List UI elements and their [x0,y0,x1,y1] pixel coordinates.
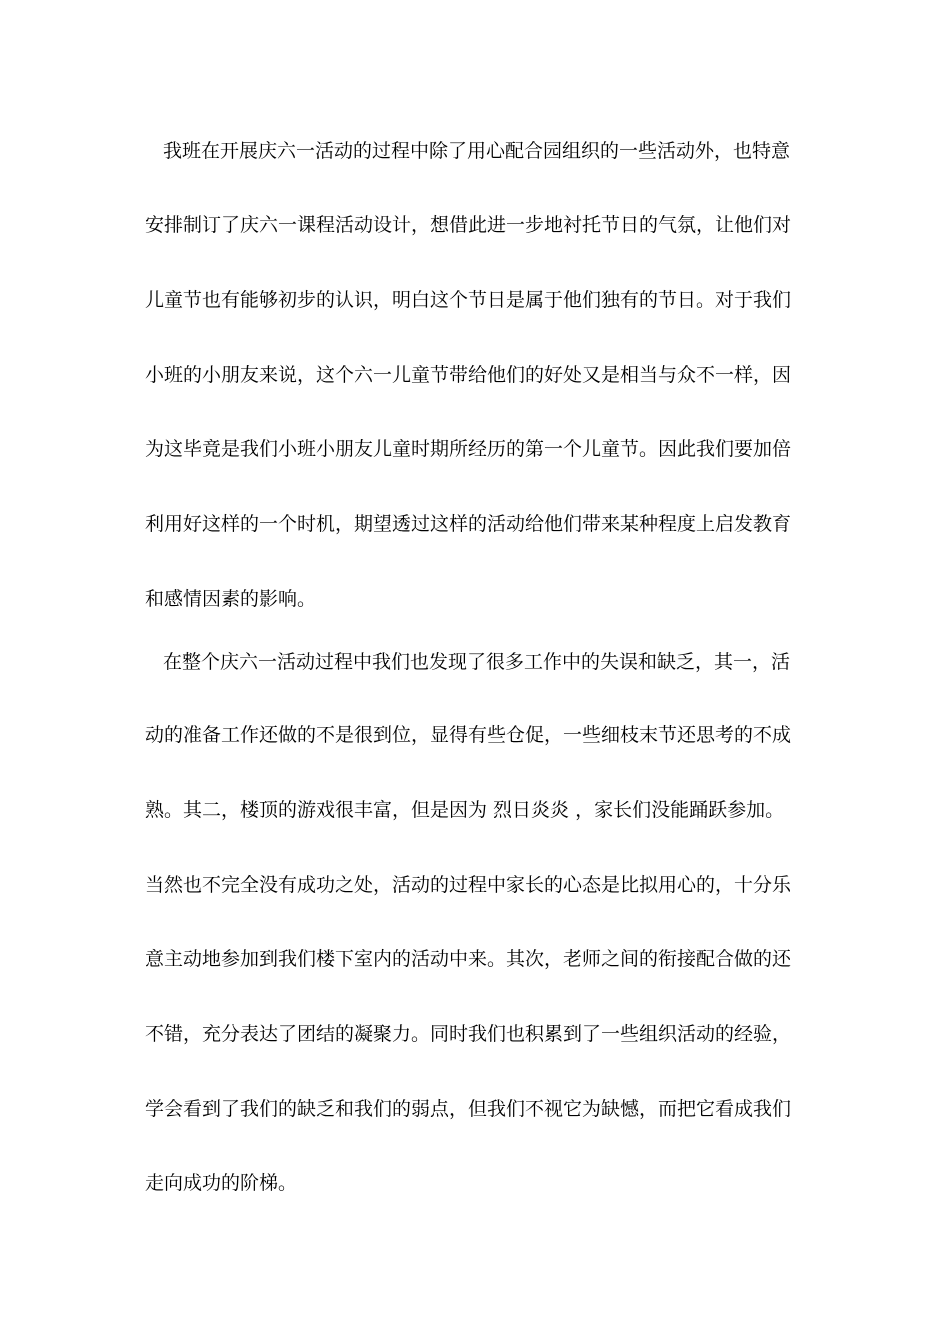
text-line: 在整个庆六一活动过程中我们也发现了很多工作中的失误和缺乏，其一，活 [163,651,791,673]
text-line: 和感情因素的影响。 [145,588,317,610]
text-line: 为这毕竟是我们小班小朋友儿童时期所经历的第一个儿童节。因此我们要加倍 [145,438,792,460]
text-line: 学会看到了我们的缺乏和我们的弱点，但我们不视它为缺憾，而把它看成我们 [145,1098,792,1120]
text-line: 当然也不完全没有成功之处，活动的过程中家长的心态是比拟用心的，十分乐 [145,874,792,896]
text-line: 小班的小朋友来说，这个六一儿童节带给他们的好处又是相当与众不一样，因 [145,364,792,386]
text-line: 意主动地参加到我们楼下室内的活动中来。其次，老师之间的衔接配合做的还 [145,948,792,970]
text-line: 利用好这样的一个时机，期望透过这样的活动给他们带来某种程度上启发教育 [145,513,792,535]
text-line: 熟。其二，楼顶的游戏很丰富，但是因为 烈日炎炎 ，家长们没能踊跃参加。 [145,799,785,821]
text-line: 我班在开展庆六一活动的过程中除了用心配合园组织的一些活动外，也特意 [163,140,791,162]
text-line: 动的准备工作还做的不是很到位，显得有些仓促，一些细枝末节还思考的不成 [145,724,792,746]
text-line: 儿童节也有能够初步的认识，明白这个节日是属于他们独有的节日。对于我们 [145,289,792,311]
text-line: 安排制订了庆六一课程活动设计，想借此进一步地衬托节日的气氛，让他们对 [145,214,792,236]
text-line: 走向成功的阶梯。 [145,1172,298,1194]
text-line: 不错，充分表达了团结的凝聚力。同时我们也积累到了一些组织活动的经验， [145,1023,792,1045]
